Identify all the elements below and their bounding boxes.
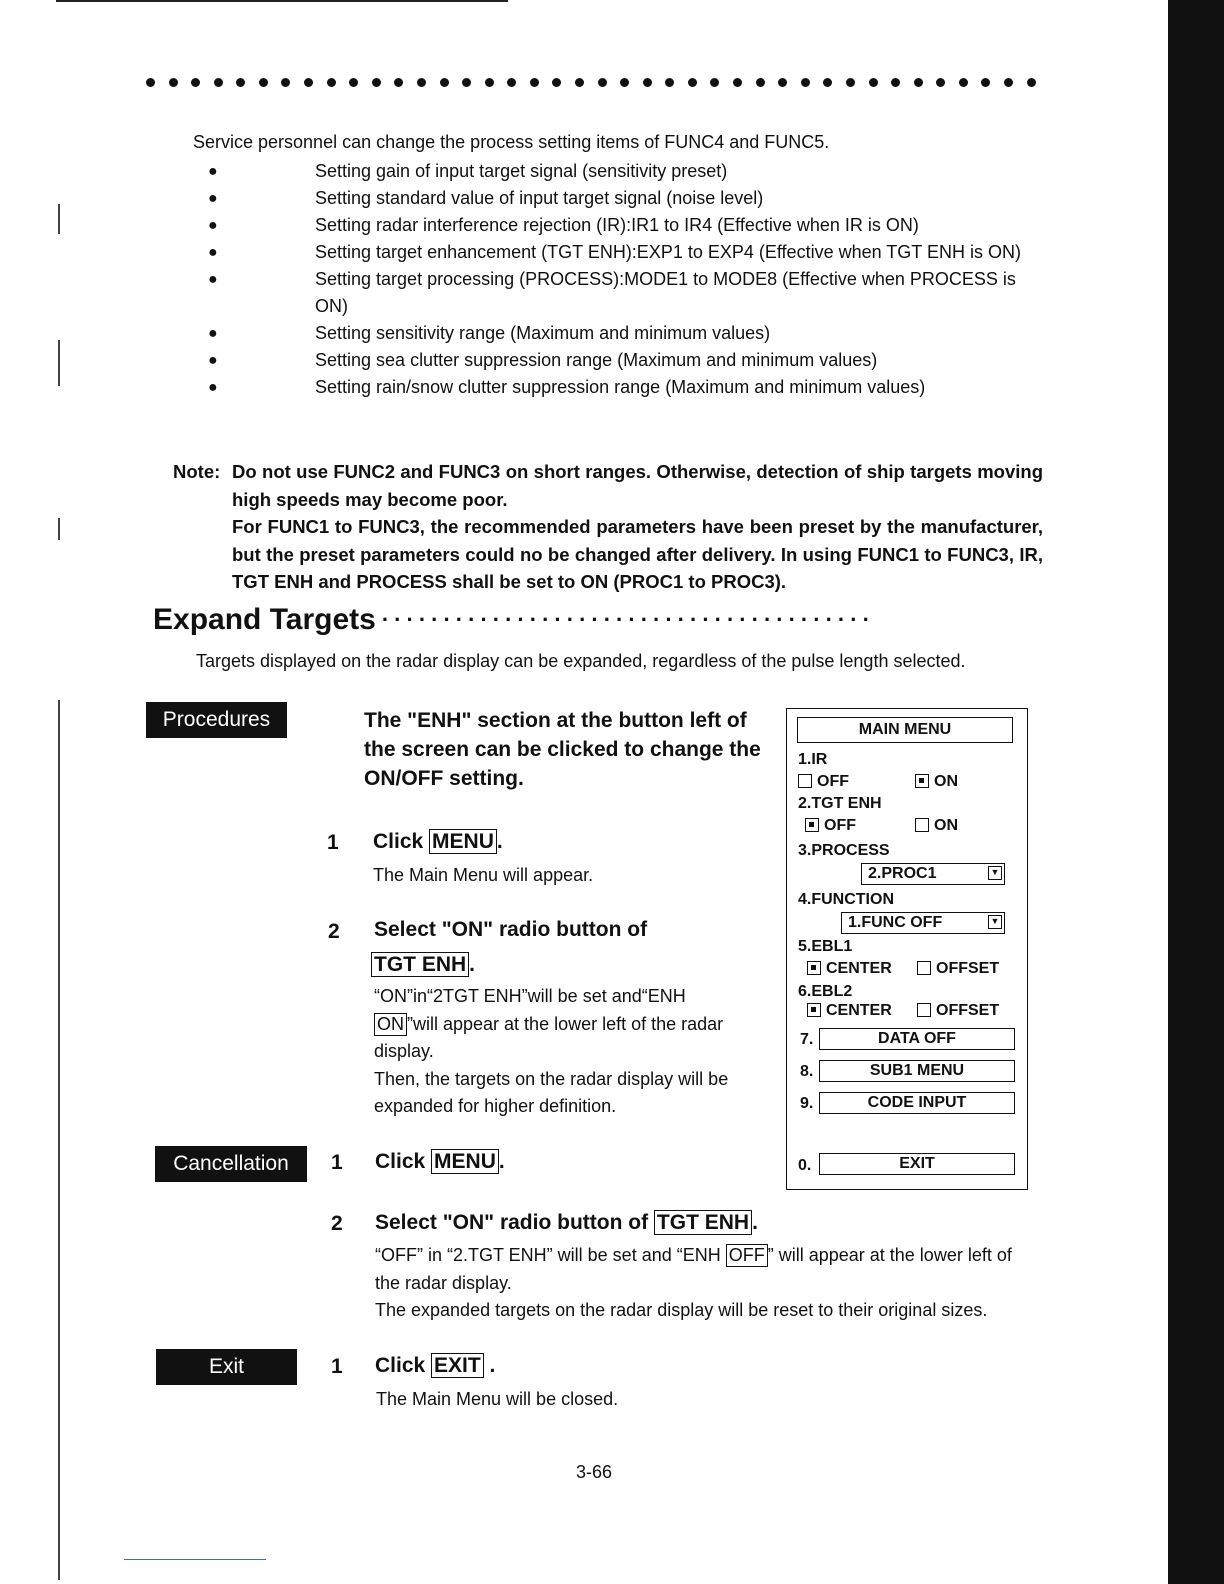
step-number: 1 [331,1355,343,1378]
list-item: ● Setting standard value of input target signal (noise level) [205,185,1045,212]
menu-title: MAIN MENU [797,717,1013,743]
enh-off-indicator: OFF [726,1244,768,1267]
separator-dot [665,78,674,87]
ebl1-offset-option[interactable]: OFFSET [917,960,999,978]
separator-dot [485,78,494,87]
step-number: 2 [328,920,340,943]
tgt-enh-key[interactable]: TGT ENH [654,1210,752,1235]
separator-dot [778,78,787,87]
top-rule [56,0,508,2]
ebl1-label: 5.EBL1 [798,938,853,955]
list-item: ● Setting gain of input target signal (sensitivity preset) [205,158,1045,185]
ir-label: 1.IR [798,751,828,768]
dot-leader: ········································ [381,607,875,632]
separator-dot [620,78,629,87]
margin-mark [58,518,60,540]
enh-on-indicator: ON [374,1013,407,1036]
separator-dot [372,78,381,87]
ebl2-offset-option[interactable]: OFFSET [917,1002,999,1020]
note-block [173,458,1043,596]
process-select[interactable]: 2.PROC1 ▼ [861,863,1005,885]
separator-dot [981,78,990,87]
radio-icon [915,818,929,832]
separator-dot [869,78,878,87]
step-heading-key: TGT ENH . [371,952,475,977]
bullet-icon: ● [208,379,218,396]
exit-tag: Exit [156,1349,297,1385]
margin-mark [58,700,60,1580]
tgt-enh-label: 2.TGT ENH [798,795,882,812]
separator-dot [530,78,539,87]
radio-icon [917,1003,931,1017]
separator-dot [756,78,765,87]
step-heading: Select "ON" radio button of [374,918,648,941]
separator-dot [236,78,245,87]
exit-key[interactable]: EXIT [431,1353,484,1378]
dot-separator [146,78,1036,87]
menu-key[interactable]: MENU [431,1149,499,1174]
ebl1-center-option[interactable]: CENTER [807,960,892,978]
function-select[interactable]: 1.FUNC OFF ▼ [841,912,1005,934]
note-label: Note: [173,461,221,482]
function-label: 4.FUNCTION [798,891,894,908]
separator-dot [462,78,471,87]
list-item: ● Setting target processing (PROCESS):MODE1 to MODE8 (Effective when PROCESS is ON) [205,266,1045,320]
ir-off-option[interactable]: OFF [798,773,849,791]
step-heading: Click EXIT . [375,1354,496,1377]
separator-dot [733,78,742,87]
margin-mark [58,340,60,386]
data-off-button[interactable]: DATA OFF [819,1028,1015,1050]
separator-dot [914,78,923,87]
main-menu-panel [786,708,1028,1190]
separator-dot [507,78,516,87]
separator-dot [1004,78,1013,87]
margin-mark [58,204,60,234]
separator-dot [327,78,336,87]
separator-dot [598,78,607,87]
separator-dot [349,78,358,87]
dropdown-arrow-icon: ▼ [988,915,1002,929]
tgt-enh-key[interactable]: TGT ENH [371,952,469,977]
bullet-icon: ● [208,352,218,369]
ebl2-center-option[interactable]: CENTER [807,1002,892,1020]
bullet-icon: ● [208,325,218,342]
page-number: 3-66 [576,1462,613,1482]
page-edge-bar [1168,0,1224,1584]
procedures-tag: Procedures [146,702,287,738]
separator-dot [259,78,268,87]
separator-dot [936,78,945,87]
menu-item-number: 8. [800,1063,814,1080]
exit-button[interactable]: EXIT [819,1153,1015,1175]
step-description: “ON”in“2TGT ENH”will be set and“ENH ON ”will appear at the lower left of the radar display. Then, the targets on the radar display will be expanded for higher definition. [374,986,729,1116]
separator-dot [440,78,449,87]
note-paragraph: Do not use FUNC2 and FUNC3 on short ranges. Otherwise, detection of ship targets moving high speeds may become poor. [232,461,1043,510]
step-description: The Main Menu will be closed. [376,1389,619,1409]
section-intro: Targets displayed on the radar display can be expanded, regardless of the pulse length selected. [196,651,966,671]
cancellation-tag: Cancellation [155,1146,307,1182]
intro-text: Service personnel can change the process setting items of FUNC4 and FUNC5. [193,132,830,152]
separator-dot [191,78,200,87]
separator-dot [169,78,178,87]
bullet-list [205,158,1045,401]
bullet-icon: ● [208,271,218,288]
bullet-icon: ● [208,163,218,180]
separator-dot [891,78,900,87]
separator-dot [146,78,155,87]
separator-dot [281,78,290,87]
separator-dot [710,78,719,87]
radio-selected-icon [915,774,929,788]
code-input-button[interactable]: CODE INPUT [819,1092,1015,1114]
procedures-description: The "ENH" section at the button left of the screen can be clicked to change the ON/OFF setting. [364,709,761,790]
separator-dot [823,78,832,87]
step-number: 1 [327,831,339,854]
bullet-icon: ● [208,244,218,261]
list-item: ● Setting rain/snow clutter suppression range (Maximum and minimum values) [205,374,1045,401]
step-number: 2 [331,1212,343,1235]
radio-icon [917,961,931,975]
separator-dot [304,78,313,87]
step-description: “OFF” in “2.TGT ENH” will be set and “ENH OFF ” will appear at the lower left of the radar display. The expanded targets on the radar display will be reset to their original sizes. [375,1245,1012,1320]
radio-selected-icon [807,1003,821,1017]
bullet-icon: ● [208,217,218,234]
bullet-icon: ● [208,190,218,207]
separator-dot [417,78,426,87]
radio-selected-icon [807,961,821,975]
tgt-enh-on-option[interactable]: ON [915,817,958,835]
separator-dot [959,78,968,87]
ebl2-label: 6.EBL2 [798,983,853,1000]
menu-item-number: 0. [798,1157,812,1174]
radio-icon [798,774,812,788]
separator-dot [575,78,584,87]
separator-dot [801,78,810,87]
separator-dot [552,78,561,87]
step-heading: Select "ON" radio button of TGT ENH . [375,1211,758,1234]
tgt-enh-off-option[interactable]: OFF [805,817,856,835]
bottom-rule [124,1559,266,1560]
note-paragraph: For FUNC1 to FUNC3, the recommended parameters have been preset by the manufacturer, but the preset parameters could no be changed after delivery. In using FUNC1 to FUNC3, IR, TGT ENH and PROCESS shall be set to ON (PROC1 to PROC3). [232,516,1043,592]
list-item: ● Setting radar interference rejection (IR):IR1 to IR4 (Effective when IR is ON) [205,212,1045,239]
step-heading: Click MENU . [373,830,503,853]
separator-dot [846,78,855,87]
menu-item-number: 9. [800,1095,814,1112]
separator-dot [394,78,403,87]
separator-dot [1027,78,1036,87]
list-item: ● Setting target enhancement (TGT ENH):EXP1 to EXP4 (Effective when TGT ENH is ON) [205,239,1045,266]
radio-selected-icon [805,818,819,832]
section-title: Expand Targets [153,603,376,636]
list-item: ● Setting sea clutter suppression range (Maximum and minimum values) [205,347,1045,374]
section-heading [153,603,875,637]
step-heading: Click MENU . [375,1150,505,1173]
list-item: ● Setting sensitivity range (Maximum and minimum values) [205,320,1045,347]
menu-item-number: 7. [800,1031,814,1048]
menu-key[interactable]: MENU [429,829,497,854]
separator-dot [643,78,652,87]
separator-dot [214,78,223,87]
dropdown-arrow-icon: ▼ [988,866,1002,880]
ir-on-option[interactable]: ON [915,773,958,791]
sub1-menu-button[interactable]: SUB1 MENU [819,1060,1015,1082]
step-description: The Main Menu will appear. [373,865,594,885]
step-number: 1 [331,1151,343,1174]
separator-dot [688,78,697,87]
process-label: 3.PROCESS [798,842,890,859]
